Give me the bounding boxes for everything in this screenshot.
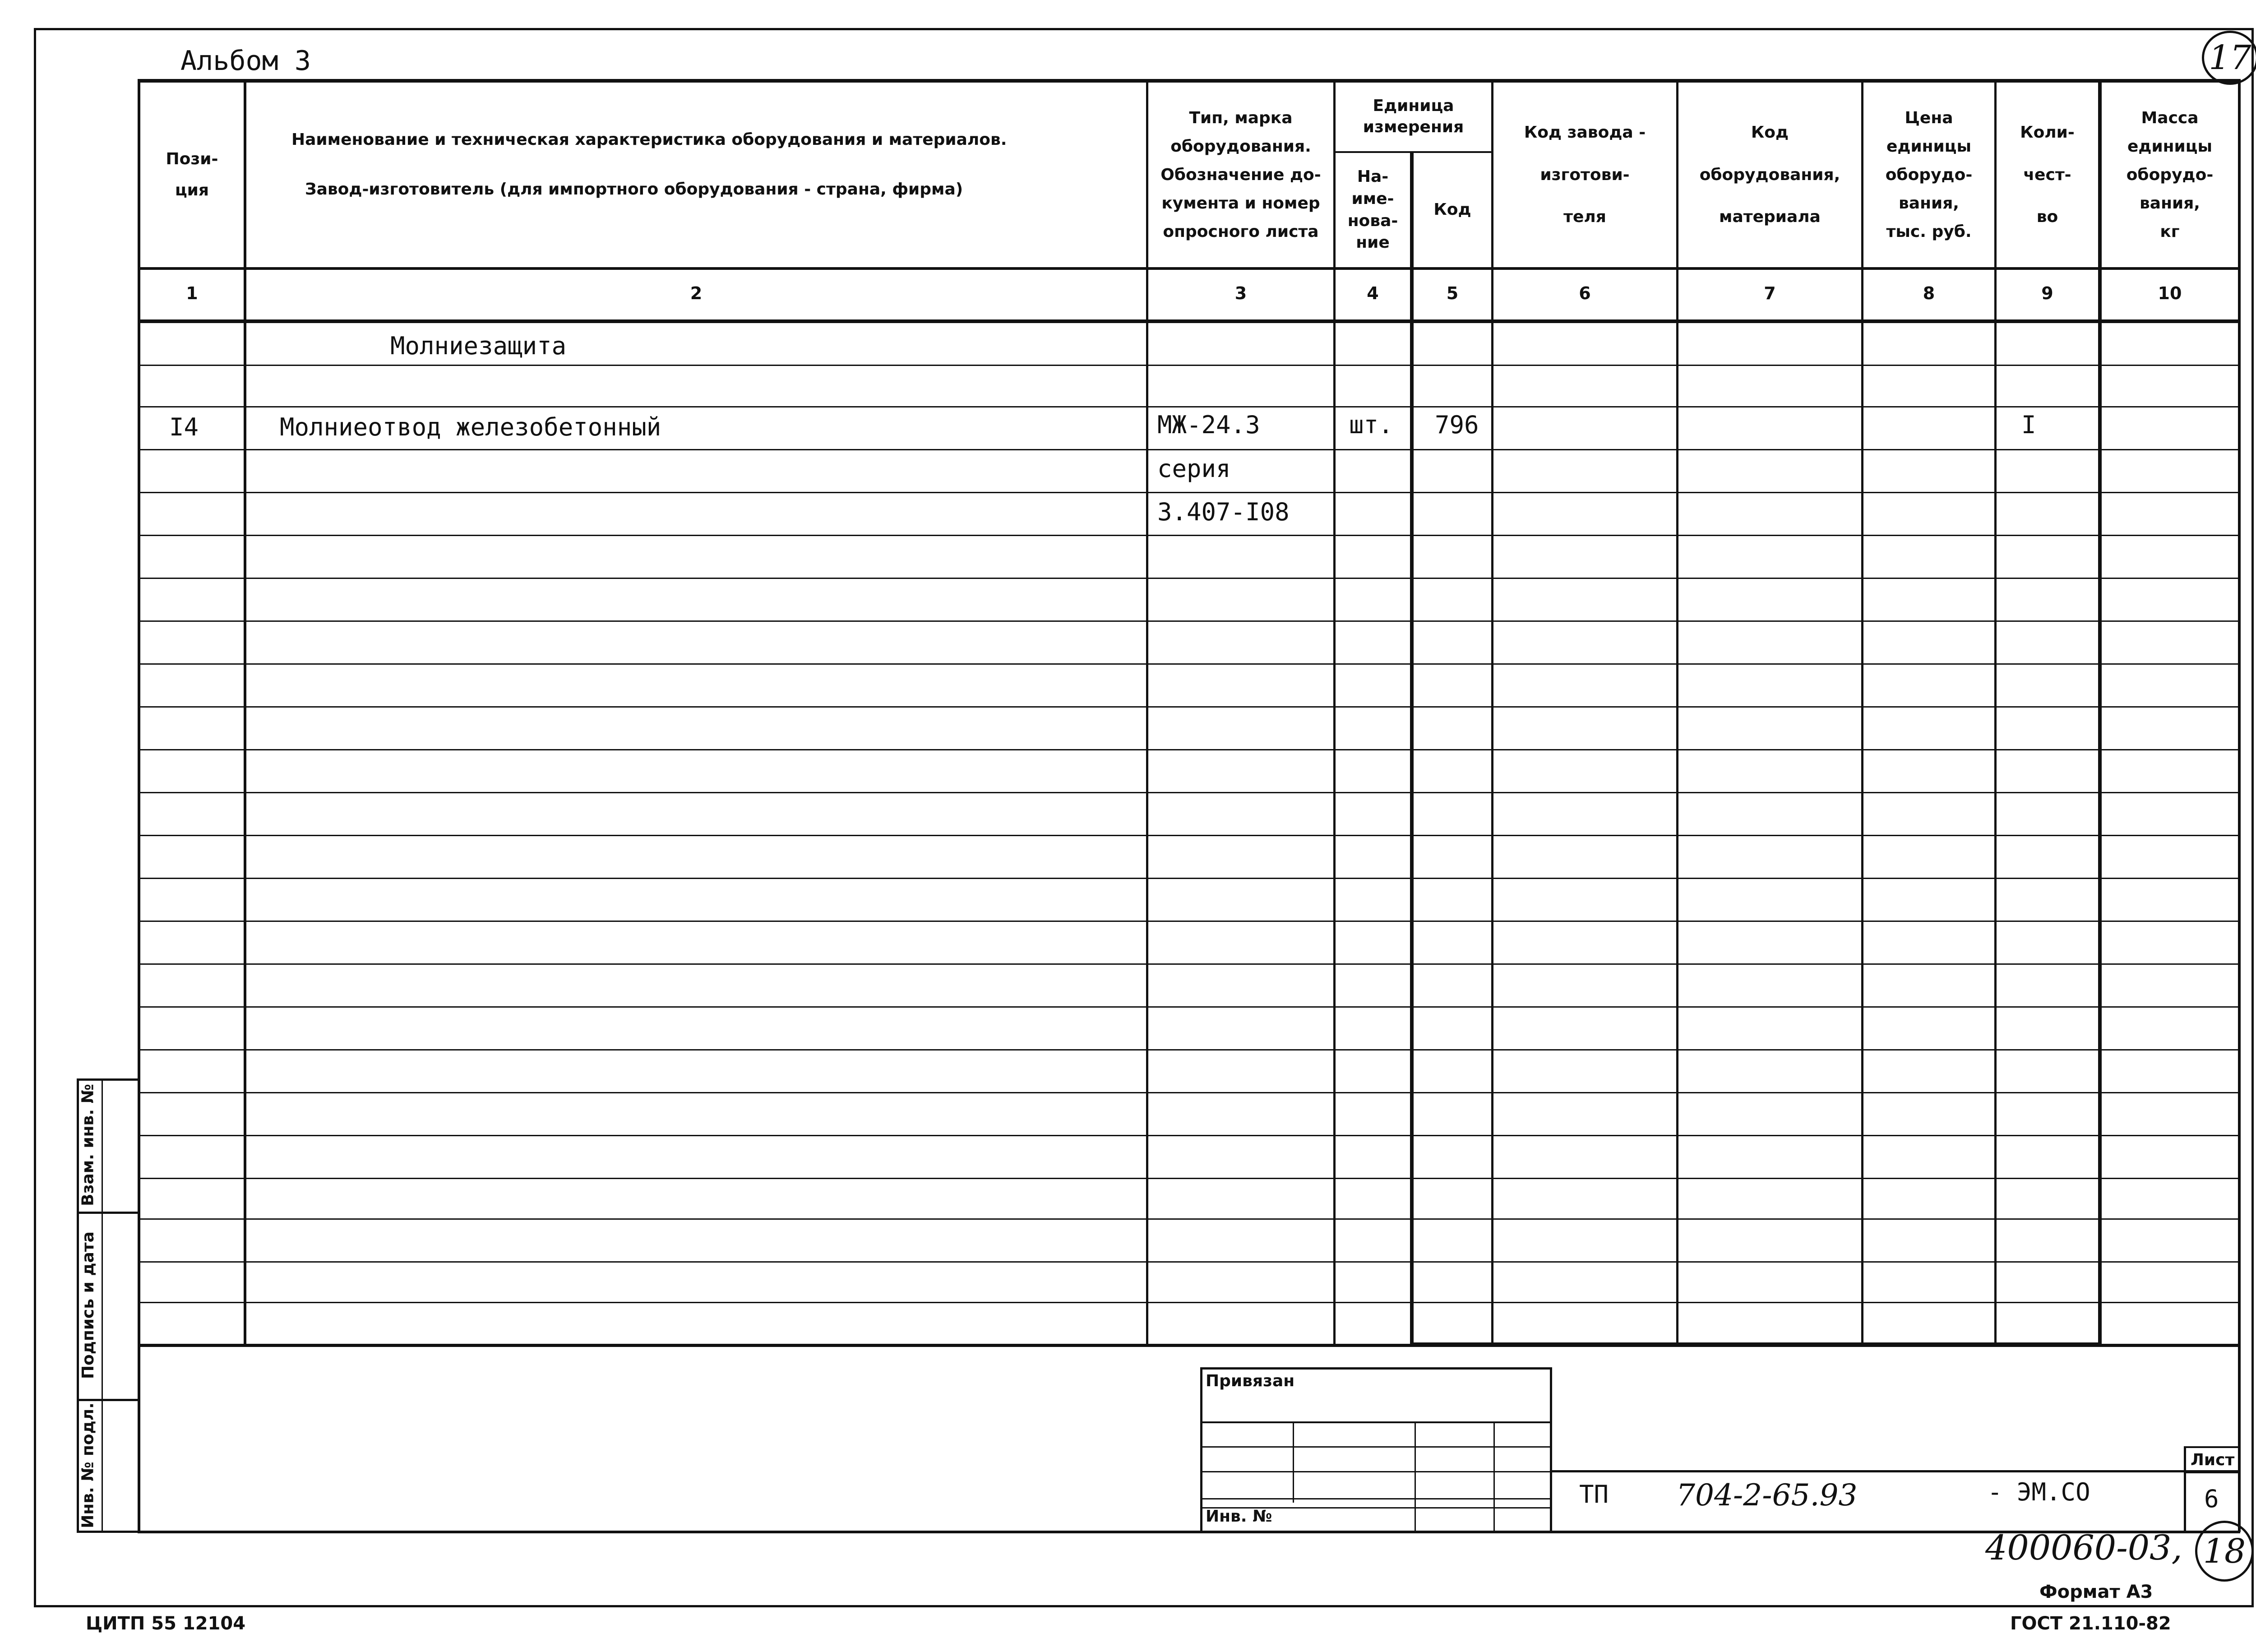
item-type-line3: 3.407-I08: [1157, 498, 1290, 526]
item-unit-code: 796: [1435, 411, 1479, 439]
side-stamp-podpis: Подпись и дата: [79, 1231, 97, 1379]
table-top-border: [138, 79, 2240, 83]
item-type-line2: серия: [1157, 454, 1231, 483]
col-sep-2: [1146, 79, 1148, 1347]
title-tp: ТП: [1579, 1480, 1609, 1509]
footer-left: ЦИТП 55 12104: [86, 1613, 246, 1634]
sheet-mark-number: 17: [2209, 38, 2251, 77]
item-name: Молниеотвод железобетонный: [280, 413, 661, 441]
col-sep-1: [244, 79, 246, 1347]
side-stamp-right: [138, 1078, 140, 1532]
format-label: Формат А3: [2039, 1582, 2153, 1602]
header-bottom-line: [138, 267, 2240, 270]
colnum-4: 4: [1367, 283, 1379, 303]
numbers-bottom-line: [138, 319, 2240, 323]
colnum-1: 1: [186, 283, 198, 303]
outer-frame-bottom: [34, 1605, 2254, 1607]
colnum-3: 3: [1234, 283, 1247, 303]
title-doc-code: - ЭМ.СО: [1988, 1478, 2090, 1506]
header-position: Пози- ция: [166, 150, 218, 199]
colnum-6: 6: [1579, 283, 1591, 303]
item-position: I4: [169, 413, 199, 441]
title-list-label: Лист: [2191, 1451, 2235, 1469]
item-type-line1: МЖ-24.3: [1157, 411, 1260, 439]
title-list-number: 6: [2204, 1485, 2219, 1513]
outer-frame-right: [2251, 28, 2254, 1607]
item-unit: шт.: [1349, 411, 1393, 439]
colnum-5: 5: [1446, 283, 1459, 303]
header-unit-name: На- име- нова- ние: [1347, 167, 1398, 252]
colnum-10: 10: [2158, 283, 2182, 303]
album-label: Альбом 3: [180, 45, 311, 77]
colnum-7: 7: [1764, 283, 1776, 303]
side-stamp-inv-podl: Инв. № подл.: [79, 1402, 97, 1528]
col-sep-6: [1676, 79, 1678, 1347]
outer-frame-top: [34, 28, 2254, 30]
col-sep-5: [1491, 79, 1493, 1347]
header-price: Цена единицы оборудо- вания, тыс. руб.: [1885, 109, 1973, 241]
colnum-8: 8: [1923, 283, 1935, 303]
header-name-line2: Завод-изготовитель (для импортного оборудования - страна, фирма): [305, 180, 963, 199]
header-unit-code: Код: [1433, 200, 1471, 219]
footer-right: ГОСТ 21.110-82: [2010, 1613, 2171, 1634]
side-stamp-vzam: Взам. инв. №: [79, 1084, 97, 1206]
col-sep-3: [1333, 79, 1336, 1347]
col-sep-8: [1994, 79, 1997, 1347]
title-privyazan: Привязан: [1206, 1372, 1295, 1390]
header-factory-code: Код завода - изготови- теля: [1524, 123, 1646, 227]
title-inv-no: Инв. №: [1206, 1507, 1272, 1526]
table-right-border: [2238, 79, 2241, 1532]
colnum-2: 2: [690, 283, 703, 303]
header-quantity: Коли- чест- во: [2020, 123, 2075, 227]
item-quantity: I: [2021, 411, 2036, 439]
col-sep-9: [2098, 79, 2102, 1347]
block-bottom-thick: [1410, 1342, 2100, 1347]
section-title: Молниезащита: [390, 332, 567, 360]
header-mass: Масса единицы оборудо- вания, кг: [2126, 109, 2214, 241]
side-stamp-bottom: [77, 1531, 140, 1533]
header-type: Тип, марка оборудования. Обозначение до- кумента и номер опросного листа: [1160, 109, 1321, 241]
colnum-9: 9: [2041, 283, 2053, 303]
handwritten-code: 400060-03,: [1985, 1527, 2182, 1568]
handwritten-circle-number: 18: [2203, 1532, 2246, 1571]
title-project-code: 704-2-65.93: [1676, 1478, 1858, 1513]
outer-frame-left: [34, 28, 36, 1607]
header-equipment-code: Код оборудования, материала: [1699, 123, 1840, 227]
sheet-mark-circle: [2202, 31, 2256, 85]
col-sep-7: [1861, 79, 1863, 1347]
handwritten-circle: [2195, 1521, 2254, 1582]
table-bottom-border: [138, 1531, 2240, 1533]
side-stamp-mid: [102, 1078, 103, 1532]
header-name-line1: Наименование и техническая характеристика оборудования и материалов.: [291, 130, 1007, 149]
header-unit-group: Единица измерения: [1363, 97, 1464, 136]
